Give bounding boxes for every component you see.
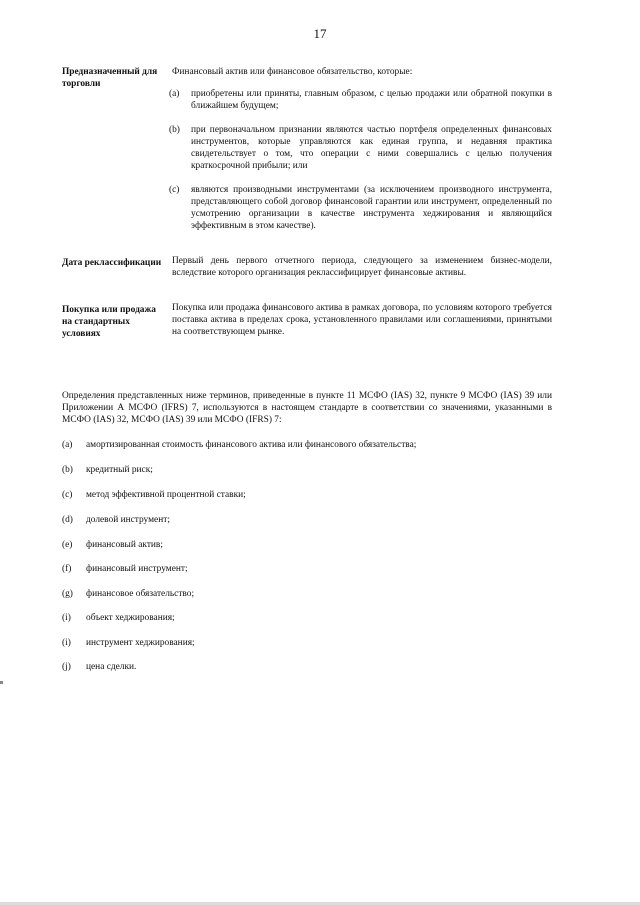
list-text: объект хеджирования;	[86, 613, 175, 623]
subitem-text: приобретены или приняты, главным образом, с целью продажи или обратной покупки в ближайшем будущем;	[191, 89, 552, 111]
list-marker: (i)	[62, 613, 71, 623]
list-item	[62, 464, 552, 476]
subitem-text: являются производными инструментами (за исключением производного инструмента, представляющего собой договор финансовой гарантии или инструмент, определенный по усмотрению организации в качестве инструмента хеджирования и являющийся эффективным в этом качестве).	[191, 185, 552, 231]
list-marker: (j)	[62, 662, 71, 672]
definition-subitem	[169, 184, 552, 232]
list-text: амортизированная стоимость финансового актива или финансового обязательства;	[86, 440, 417, 450]
list-text: финансовый актив;	[86, 540, 163, 550]
list-marker: (c)	[62, 490, 73, 500]
term-regular-way-purchase: Покупка или продажа на стандартных условиях	[62, 305, 156, 339]
subitem-text: при первоначальном признании являются частью портфеля определенных финансовых инструментов, которые управляются как единая группа, и недавняя практика свидетельствует о том, что операции с ними совершались с целью получения краткосрочной прибыли; или	[191, 125, 552, 171]
subitem-marker: (a)	[169, 89, 180, 99]
list-text: долевой инструмент;	[86, 515, 170, 525]
list-item	[62, 514, 552, 526]
list-text: кредитный риск;	[86, 465, 153, 475]
list-item	[62, 637, 552, 649]
scan-mark	[0, 681, 3, 684]
list-item	[62, 539, 552, 551]
definition-reclassification-date: Первый день первого отчетного периода, следующего за изменением бизнес-модели, вследствие которого организация реклассифицирует финансовые активы.	[172, 256, 552, 278]
definition-regular-way-purchase: Покупка или продажа финансового актива в рамках договора, по условиям которого требуется поставка актива в пределах срока, установленного правилами или соглашениями, принятыми на соответствующем рынке.	[172, 303, 552, 337]
term-held-for-trading: Предназначенный для торговли	[62, 67, 158, 89]
definition-subitem	[169, 88, 552, 112]
list-text: цена сделки.	[86, 662, 137, 672]
list-marker: (i)	[62, 638, 71, 648]
list-item	[62, 563, 552, 575]
subitem-marker: (c)	[169, 185, 180, 195]
list-marker: (b)	[62, 465, 73, 475]
subitem-marker: (b)	[169, 125, 180, 135]
list-item	[62, 489, 552, 501]
list-marker: (g)	[62, 589, 73, 599]
list-marker: (d)	[62, 515, 73, 525]
list-marker: (f)	[62, 564, 72, 574]
intro-paragraph: Определения представленных ниже терминов, приведенные в пункте 11 МСФО (IAS) 32, пункте 9 МСФО (IAS) 39 или Приложении А МСФО (IFRS) 7, используются в настоящем стандарте в соответствии со значениями, указанными в МСФО (IAS) 32, МСФО (IAS) 39 или МСФО (IFRS) 7:	[62, 391, 552, 425]
list-marker: (e)	[62, 540, 73, 550]
list-item	[62, 612, 552, 624]
definition-held-for-trading-intro: Финансовый актив или финансовое обязательство, которые:	[172, 67, 413, 77]
list-item	[62, 661, 552, 673]
definition-subitem	[169, 124, 552, 172]
list-text: инструмент хеджирования;	[86, 638, 195, 648]
list-text: финансовое обязательство;	[86, 589, 195, 599]
list-item	[62, 588, 552, 600]
list-text: метод эффективной процентной ставки;	[86, 490, 246, 500]
list-marker: (a)	[62, 440, 73, 450]
list-item	[62, 439, 552, 451]
list-text: финансовый инструмент;	[86, 564, 188, 574]
page-number: 17	[313, 26, 327, 41]
term-reclassification-date: Дата реклассификации	[62, 258, 162, 268]
